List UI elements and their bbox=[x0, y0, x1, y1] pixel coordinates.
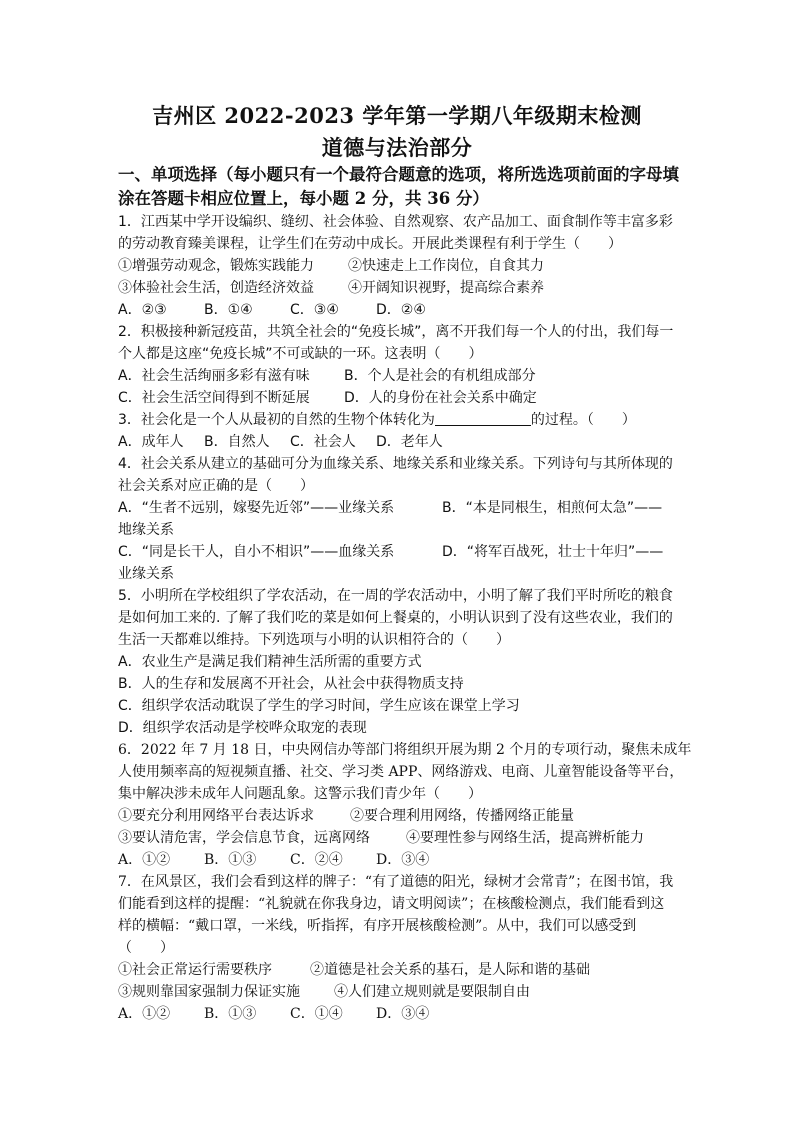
q5-stem-line2: 是如何加工来的. 了解了我们吃的菜是如何上餐桌的，小明认识到了没有这些农业，我们的 bbox=[118, 610, 673, 626]
q6-option-c: C．②④ bbox=[290, 852, 343, 868]
q7-option-d: D．③④ bbox=[376, 1006, 430, 1022]
q1-options bbox=[118, 299, 688, 321]
q2-option-b: B．个人是社会的有机组成部分 bbox=[344, 368, 536, 384]
q6-statements-row2 bbox=[118, 827, 688, 849]
q3-option-b: B．自然人 bbox=[204, 434, 270, 450]
q4-options-row1 bbox=[118, 497, 688, 519]
q3-answer-blank bbox=[435, 411, 531, 426]
q1-statement-3: ③体验社会生活，创造经济效益 bbox=[118, 280, 314, 296]
q3-option-d: D．老年人 bbox=[376, 434, 443, 450]
q3-option-a: A．成年人 bbox=[118, 434, 184, 450]
section-heading: 一、单项选择（每小题只有一个最符合题意的选项，将所选选项前面的字母填涂在答题卡相应位置上，每小题 2 分，共 36 分） bbox=[118, 165, 679, 208]
q1-option-d: D．②④ bbox=[376, 302, 426, 318]
q1-statements-row1 bbox=[118, 255, 688, 277]
q7-option-a: A．①② bbox=[118, 1006, 171, 1022]
q2-options-row1 bbox=[118, 365, 688, 387]
q1-statements-row2 bbox=[118, 277, 688, 299]
exam-subtitle: 道德与法治部分 bbox=[321, 135, 473, 160]
q1-option-a: A．②③ bbox=[118, 302, 167, 318]
q4-option-b-cont: 地缘关系 bbox=[118, 522, 174, 538]
q7-stem-line3: 样的横幅：“戴口罩，一米线，听指挥，有序开展核酸检测”。从中，我们可以感受到 bbox=[118, 918, 637, 934]
q4-option-a: A．“生者不远别，嫁娶先近邻”——业缘关系 bbox=[118, 500, 395, 516]
q7-statement-1: ①社会正常运行需要秩序 bbox=[118, 962, 272, 978]
q1-statement-2: ②快速走上工作岗位，自食其力 bbox=[348, 258, 544, 274]
q7-statement-2: ②道德是社会关系的基石，是人际和谐的基础 bbox=[310, 962, 590, 978]
q1-statement-4: ④开阔知识视野，提高综合素养 bbox=[348, 280, 544, 296]
q7-stem-line1: 7．在风景区，我们会看到这样的牌子：“有了道德的阳光，绿树才会常青”；在图书馆，我 bbox=[118, 874, 674, 890]
q6-option-b: B．①③ bbox=[204, 852, 257, 868]
q6-option-d: D．③④ bbox=[376, 852, 430, 868]
q6-stem-line2: 人使用频率高的短视频直播、社交、学习类 APP、网络游戏、电商、儿童智能设备等平台， bbox=[118, 764, 684, 780]
q2-option-d: D．人的身份在社会关系中确定 bbox=[344, 390, 537, 406]
q7-stem-line2: 们能看到这样的提醒：“礼貌就在你我身边，请文明阅读”；在核酸检测点，我们能看到这 bbox=[118, 896, 665, 912]
q1-stem-line1: 1．江西某中学开设编织、缝纫、社会体验、自然观察、农产品加工、面食制作等丰富多彩 bbox=[118, 214, 673, 230]
q4-option-d-cont: 业缘关系 bbox=[118, 566, 174, 582]
q2-stem-line1: 2．积极接种新冠疫苗，共筑全社会的“免疫长城”，离不开我们每一个人的付出，我们每一 bbox=[118, 324, 674, 340]
q7-statements-row1 bbox=[118, 959, 688, 981]
q6-statements-row1 bbox=[118, 805, 688, 827]
q5-stem-line3: 生活一天都难以维持。下列选项与小明的认识相符合的（ ） bbox=[118, 632, 510, 648]
q2-options-row2 bbox=[118, 387, 688, 409]
q3-options bbox=[118, 431, 688, 453]
q6-statement-1: ①要充分利用网络平台表达诉求 bbox=[118, 808, 314, 824]
q3-option-c: C．社会人 bbox=[290, 434, 356, 450]
q4-stem-line2: 社会关系对应正确的是（ ） bbox=[118, 478, 314, 494]
q5-option-c: C．组织学农活动耽误了学生的学习时间，学生应该在课堂上学习 bbox=[118, 698, 520, 714]
q5-option-a: A．农业生产是满足我们精神生活所需的重要方式 bbox=[118, 654, 422, 670]
q7-options bbox=[118, 1003, 688, 1025]
q3-stem bbox=[118, 409, 688, 431]
q3-stem-part2: 的过程。（ ） bbox=[530, 412, 636, 428]
q6-statement-3: ③要认清危害，学会信息节食，远离网络 bbox=[118, 830, 370, 846]
q4-stem-line1: 4．社会关系从建立的基础可分为血缘关系、地缘关系和业缘关系。下列诗句与其所体现的 bbox=[118, 456, 673, 472]
q6-stem-line1: 6．2022 年 7 月 18 日，中央网信办等部门将组织开展为期 2 个月的专项行动，聚焦未成年 bbox=[118, 742, 692, 758]
q5-option-b: B．人的生存和发展离不开社会，从社会中获得物质支持 bbox=[118, 676, 464, 692]
q7-statement-4: ④人们建立规则就是要限制自由 bbox=[334, 984, 530, 1000]
q6-statement-4: ④要理性参与网络生活，提高辨析能力 bbox=[406, 830, 644, 846]
q7-option-c: C．①④ bbox=[290, 1006, 343, 1022]
q7-stem-line4: （ ） bbox=[118, 940, 174, 956]
q5-stem-line1: 5．小明所在学校组织了学农活动，在一周的学农活动中，小明了解了我们平时所吃的粮食 bbox=[118, 588, 673, 604]
q1-option-c: C．③④ bbox=[290, 302, 339, 318]
q4-options-row2 bbox=[118, 541, 688, 563]
q6-statement-2: ②要合理利用网络，传播网络正能量 bbox=[350, 808, 574, 824]
q6-stem-line3: 集中解决涉未成年人问题乱象。这警示我们青少年（ ） bbox=[118, 786, 482, 802]
q5-option-d: D．组织学农活动是学校哗众取宠的表现 bbox=[118, 720, 367, 736]
exam-title: 吉州区 2022-2023 学年第一学期八年级期末检测 bbox=[152, 103, 642, 128]
q1-statement-1: ①增强劳动观念，锻炼实践能力 bbox=[118, 258, 314, 274]
q1-option-b: B．①④ bbox=[204, 302, 253, 318]
q7-statements-row2 bbox=[118, 981, 688, 1003]
q4-option-b: B．“本是同根生，相煎何太急”—— bbox=[442, 500, 663, 516]
q1-stem-line2: 的劳动教育臻美课程，让学生们在劳动中成长。开展此类课程有利于学生（ ） bbox=[118, 236, 622, 252]
q2-option-a: A．社会生活绚丽多彩有滋有味 bbox=[118, 368, 310, 384]
q3-stem-part1: 3．社会化是一个人从最初的自然的生物个体转化为 bbox=[118, 412, 435, 428]
q7-option-b: B．①③ bbox=[204, 1006, 257, 1022]
q2-option-c: C．社会生活空间得到不断延展 bbox=[118, 390, 310, 406]
q2-stem-line2: 个人都是这座“免疫长城”不可或缺的一环。这表明（ ） bbox=[118, 346, 483, 362]
q6-options bbox=[118, 849, 688, 871]
q6-option-a: A．①② bbox=[118, 852, 171, 868]
q4-option-d: D．“将军百战死，壮士十年归”—— bbox=[442, 544, 664, 560]
q7-statement-3: ③规则靠国家强制力保证实施 bbox=[118, 984, 300, 1000]
q4-option-c: C．“同是长干人，自小不相识”——血缘关系 bbox=[118, 544, 395, 560]
